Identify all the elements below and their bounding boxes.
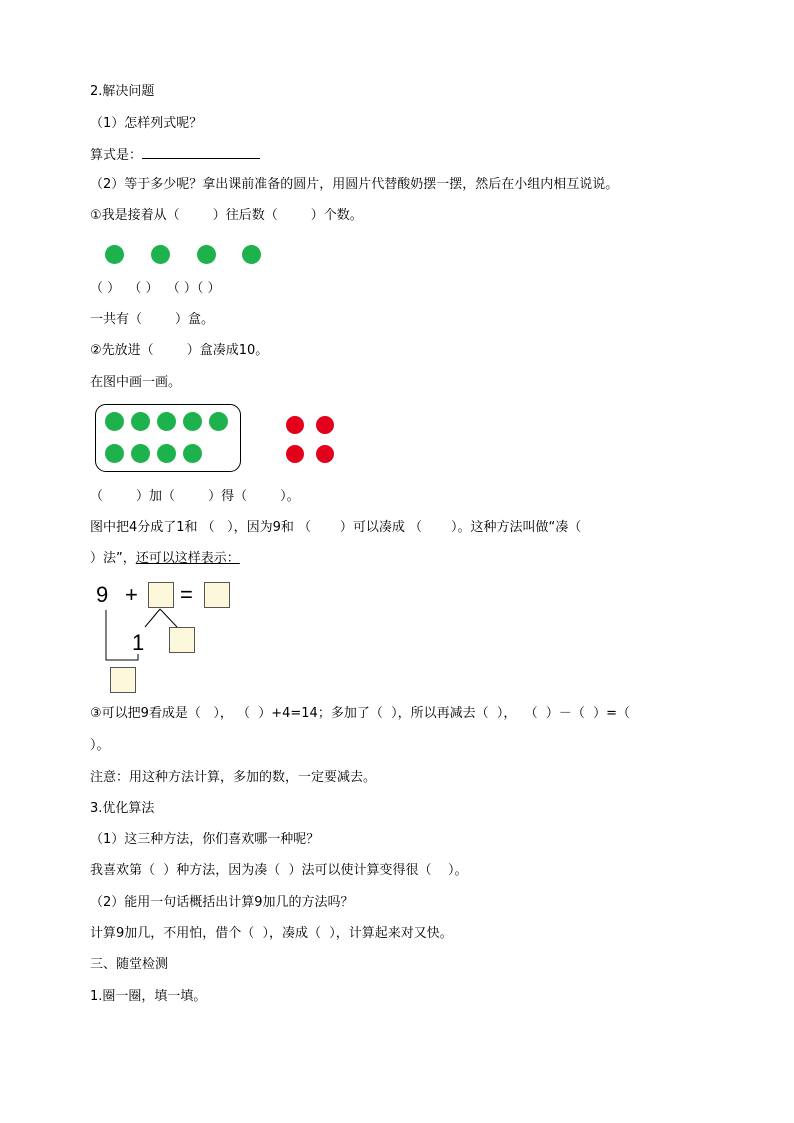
summary-rhyme: 计算9加几，不用怕，借个（ ），凑成（ ），计算起来对又快。 xyxy=(90,926,453,941)
step-2: ②先放进（ ）盒凑成10。 xyxy=(90,343,269,358)
alt-representation-label: 还可以这样表示： xyxy=(135,551,240,566)
plus-sign: + xyxy=(125,582,138,607)
method-name-end: ）法”， xyxy=(90,551,136,566)
section-heading-test: 三、随堂检测 xyxy=(90,957,169,972)
addition-blanks: （ ）加（ ）得（ ）。 xyxy=(90,489,300,504)
optimize-question-1: （1）这三种方法，你们喜欢哪一种呢？ xyxy=(90,832,320,847)
digit-nine: 9 xyxy=(96,582,109,607)
step-3-end: ）。 xyxy=(90,738,110,753)
step-1: ①我是接着从（ ）往后数（ ）个数。 xyxy=(90,208,363,223)
question-1: （1）怎样列式呢？ xyxy=(90,116,203,131)
section-heading-optimize: 3.优化算法 xyxy=(90,801,155,816)
exercise-1: 1.圈一圈，填一填。 xyxy=(90,989,207,1004)
optimize-question-2: （2）能用一句话概括出计算9加几的方法吗？ xyxy=(90,895,354,910)
count-blanks: （ ） （ ） （ ）（ ） xyxy=(90,281,221,296)
split-one: 1 xyxy=(132,630,145,655)
formula-label: 算式是： xyxy=(90,148,143,163)
step-3: ③可以把9看成是（ ）， （ ）+4=14；多加了（ ），所以再减去（ ）， （ ）－（ ）=（ xyxy=(90,706,631,721)
preference-line: 我喜欢第（ ）种方法，因为凑（ ）法可以使计算变得很（ ）。 xyxy=(90,863,468,878)
make-ten-explanation: 图中把4分成了1和 （ ），因为9和 （ ）可以凑成 （ ）。这种方法叫做“凑（ xyxy=(90,520,582,535)
section-heading-solve: 2.解决问题 xyxy=(90,84,155,99)
note: 注意：用这种方法计算，多加的数，一定要减去。 xyxy=(90,770,377,785)
draw-instruction: 在图中画一画。 xyxy=(90,375,182,390)
total-line: 一共有（ ）盒。 xyxy=(90,312,215,327)
question-2: （2）等于多少呢？拿出课前准备的圆片，用圆片代替酸奶摆一摆，然后在小组内相互说说。 xyxy=(90,177,619,192)
equals-sign: = xyxy=(180,582,193,607)
